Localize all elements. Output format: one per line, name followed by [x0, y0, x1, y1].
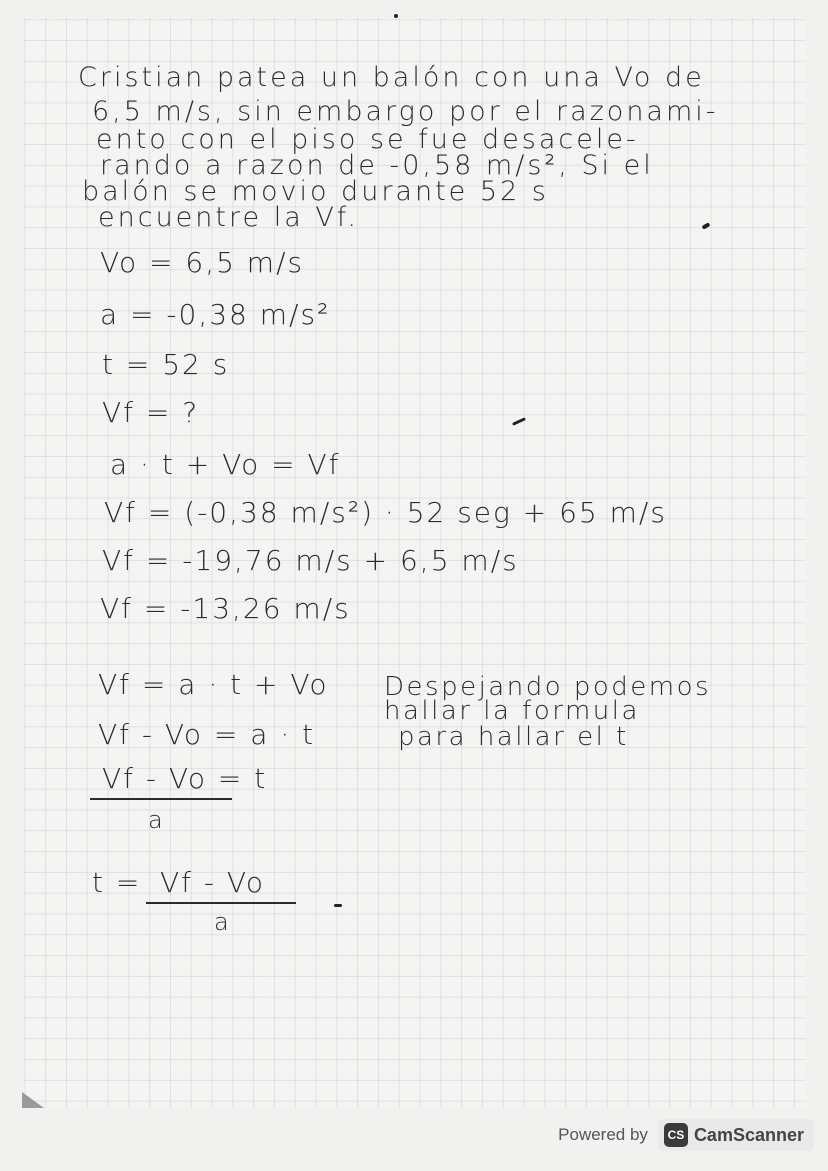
problem-line-3: ento con el piso se fue desacele-: [96, 124, 639, 155]
fraction-bar-1: [90, 798, 232, 800]
camscanner-brand-name: CamScanner: [693, 1124, 804, 1145]
given-acceleration: a = -0,38 m/s²: [100, 298, 331, 331]
note-line-1: Despejando podemos: [384, 672, 712, 702]
derivation-line-2: Vf - Vo = a · t: [98, 718, 316, 751]
problem-line-4: rando a razon de -0,58 m/s², Si el: [100, 150, 654, 181]
pen-mark: [394, 14, 398, 18]
partial-result-line: Vf = -19,76 m/s + 6,5 m/s: [102, 544, 519, 577]
powered-by-label: Powered by: [558, 1125, 648, 1144]
final-result-line: Vf = -13,26 m/s: [100, 592, 351, 625]
page-corner-fold-icon: [22, 1092, 52, 1112]
problem-line-5: balón se movio durante 52 s: [82, 176, 549, 207]
derivation-line-1: Vf = a · t + Vo: [98, 668, 329, 701]
derivation-fraction-2-denominator: a: [214, 908, 231, 936]
derivation-fraction-1-denominator: a: [148, 806, 165, 834]
derivation-fraction-1-numerator: Vf - Vo = t: [102, 762, 268, 795]
given-vo: Vo = 6,5 m/s: [100, 246, 305, 279]
substitution-line: Vf = (-0,38 m/s²) · 52 seg + 65 m/s: [104, 496, 667, 529]
note-line-2: hallar la formula: [384, 696, 640, 726]
derivation-fraction-2-numerator: Vf - Vo: [160, 866, 266, 899]
note-line-3: para hallar el t: [398, 722, 629, 752]
problem-line-6: encuentre la Vf.: [98, 202, 359, 233]
formula-line: a · t + Vo = Vf: [110, 448, 341, 481]
pen-mark: [334, 904, 342, 907]
unknown-vf: Vf = ?: [102, 396, 200, 429]
problem-line-1: Cristian patea un balón con una Vo de: [78, 62, 705, 93]
given-time: t = 52 s: [102, 348, 230, 381]
camscanner-logo-icon: CS: [664, 1123, 688, 1147]
scanner-watermark: [558, 1117, 814, 1153]
camscanner-badge: [658, 1119, 814, 1151]
problem-line-2: 6,5 m/s, sin embargo por el razonami-: [92, 96, 719, 127]
fraction-bar-2: [146, 902, 296, 904]
t-equals-label: t =: [92, 866, 142, 899]
